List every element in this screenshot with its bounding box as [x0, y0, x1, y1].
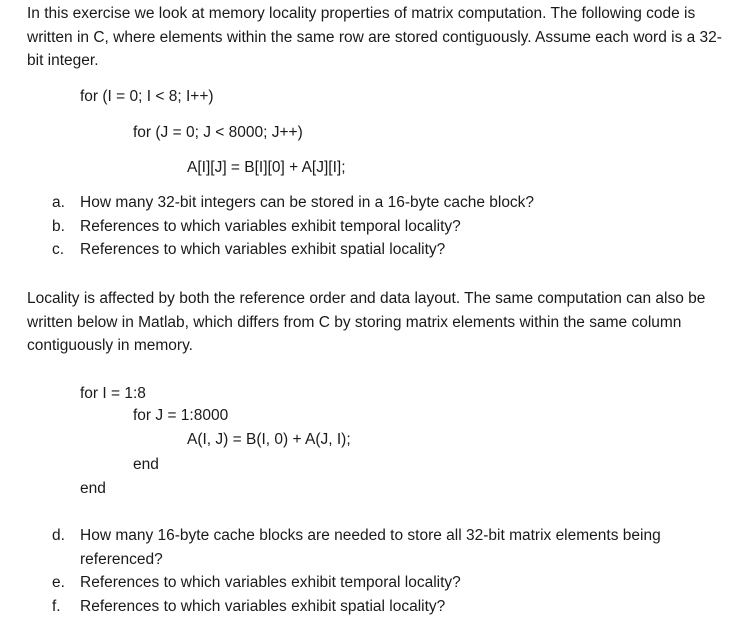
- locality-paragraph: Locality is affected by both the reference order and data layout. The same computation can also be written below in Matlab, which differs from C by storing matrix elements within the same column contiguously in memory.: [27, 290, 706, 354]
- question-text: References to which variables exhibit spatial locality?: [80, 241, 446, 258]
- matlab-code-line-inner-end: end: [133, 456, 159, 473]
- question-text: References to which variables exhibit temporal locality?: [80, 574, 461, 591]
- question-letter: a.: [52, 194, 65, 211]
- question-text: How many 16-byte cache blocks are needed to store all 32-bit matrix elements being referenced?: [80, 527, 661, 568]
- matlab-code-line-outer-end: end: [80, 480, 106, 497]
- question-a: [52, 191, 732, 215]
- question-text: References to which variables exhibit temporal locality?: [80, 217, 461, 235]
- question-e: [52, 571, 732, 595]
- c-code-line-outer-loop: for (I = 0; I < 8; I++): [80, 88, 214, 105]
- question-letter: f.: [52, 597, 61, 615]
- question-letter: c.: [52, 241, 65, 258]
- questions-matlab-list: [52, 524, 732, 618]
- question-text: How many 32-bit integers can be stored in a 16-byte cache block?: [80, 194, 535, 211]
- intro-paragraph: In this exercise we look at memory locality properties of matrix computation. The following code is written in C, where elements within the same row are stored contiguously. Assume each word is a 32-bit integer.: [27, 5, 722, 69]
- questions-c-list: [52, 191, 732, 262]
- question-c: [52, 238, 732, 262]
- question-letter: d.: [52, 527, 65, 544]
- c-code-line-inner-loop: for (J = 0; J < 8000; J++): [133, 124, 303, 141]
- matlab-code-line-inner-loop: for J = 1:8000: [133, 407, 229, 424]
- matlab-code-line-statement: A(I, J) = B(I, 0) + A(J, I);: [187, 431, 351, 448]
- question-b: [52, 215, 732, 239]
- matlab-code-line-outer-loop: for I = 1:8: [80, 385, 146, 402]
- question-letter: b.: [52, 217, 65, 235]
- question-d: [52, 524, 732, 571]
- c-code-line-statement: A[I][J] = B[I][0] + A[J][I];: [187, 159, 346, 176]
- question-text: References to which variables exhibit spatial locality?: [80, 597, 446, 615]
- question-f: [52, 595, 732, 619]
- question-letter: e.: [52, 574, 65, 591]
